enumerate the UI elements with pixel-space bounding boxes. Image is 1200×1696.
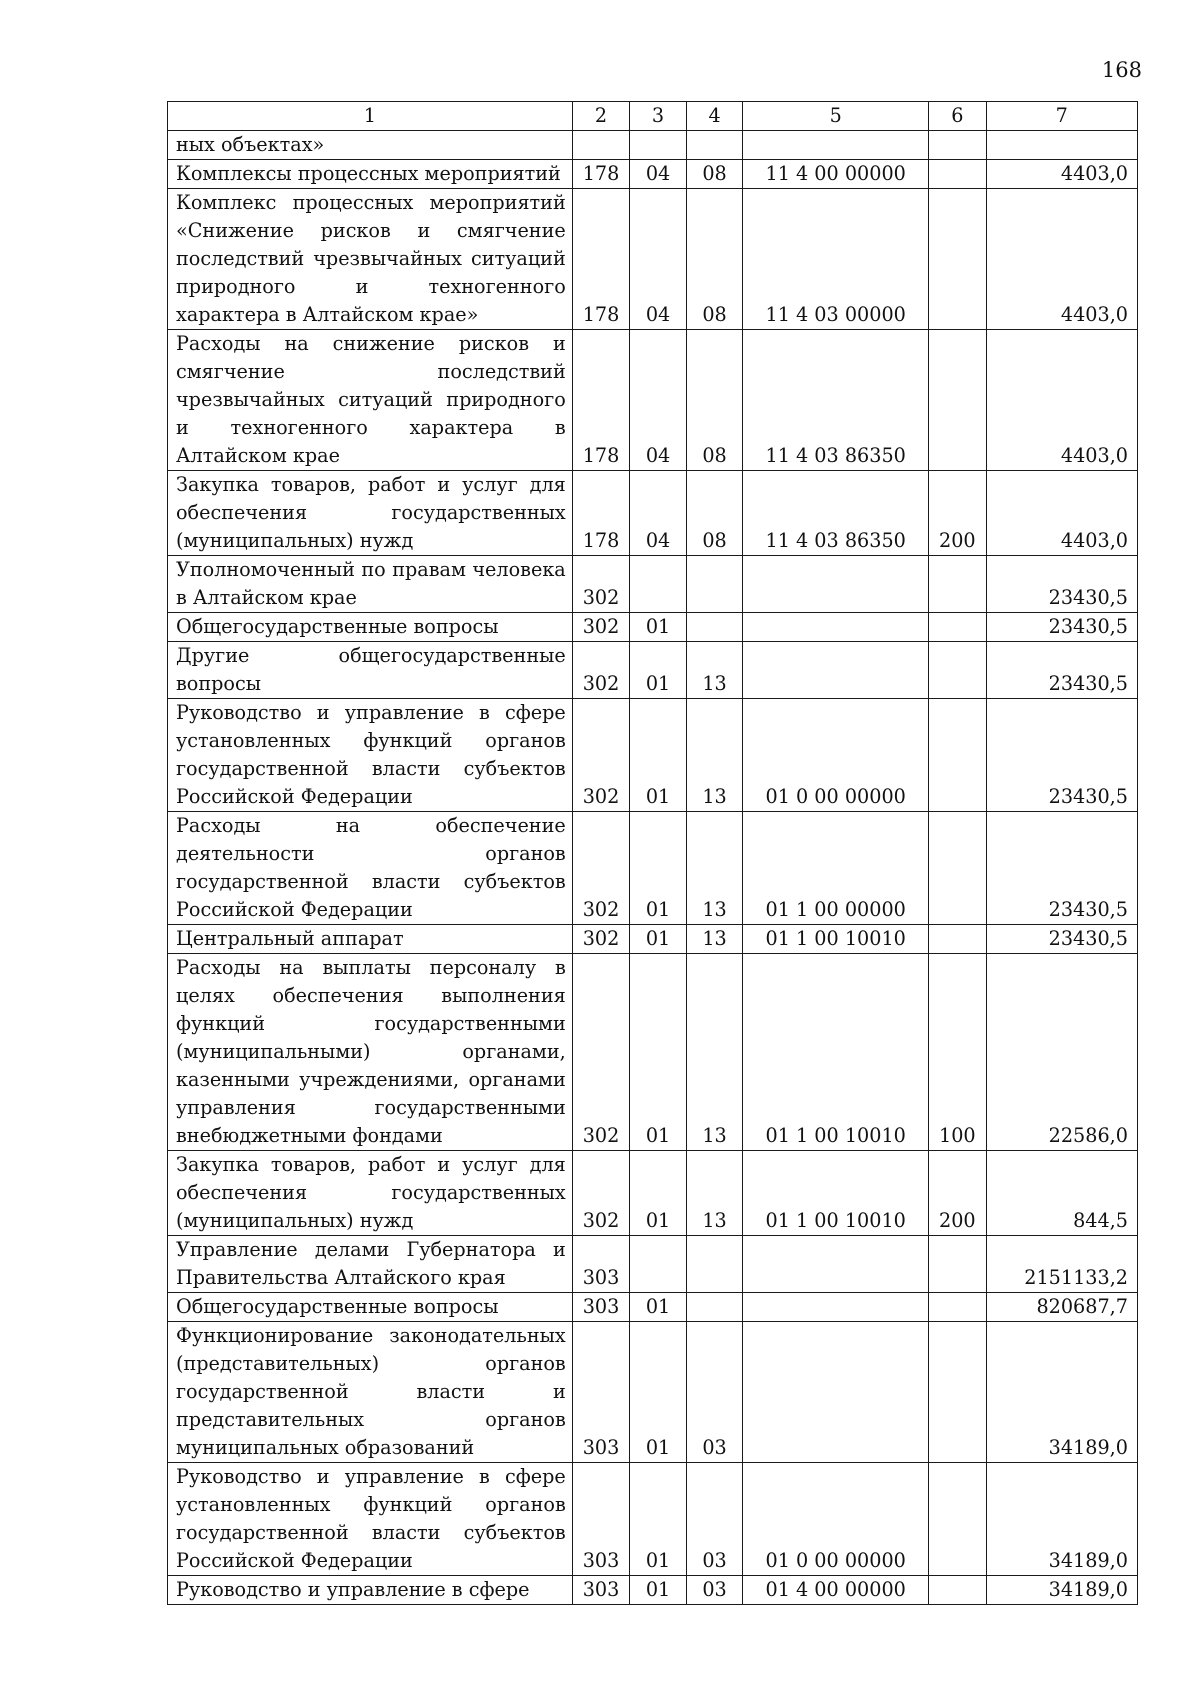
row-name-cell: Расходы на обеспечение деятельности органов государственной власти субъектов Российской Федерации [168,812,573,925]
row-name-cell: Центральный аппарат [168,925,573,954]
row-admin-code-cell: 302 [572,1151,630,1236]
row-target-article-cell [743,556,929,613]
row-subsection-cell: 03 [686,1576,743,1605]
row-target-article-cell: 01 1 00 10010 [743,954,929,1151]
row-target-article-cell: 11 4 03 86350 [743,330,929,471]
row-amount-cell: 22586,0 [986,954,1137,1151]
row-section-cell: 04 [630,330,687,471]
row-amount-cell: 4403,0 [986,189,1137,330]
row-target-article-cell [743,642,929,699]
row-amount-cell: 820687,7 [986,1293,1137,1322]
row-name-cell: Общегосударственные вопросы [168,613,573,642]
row-target-article-cell [743,1293,929,1322]
table-row [168,699,1138,812]
row-admin-code-cell: 303 [572,1576,630,1605]
row-section-cell: 04 [630,160,687,189]
row-name-cell: Общегосударственные вопросы [168,1293,573,1322]
row-name-cell: Расходы на выплаты персоналу в целях обеспечения выполнения функций государственными (муниципальными) органами, казенными учреждениями, органами управления государственными внебюджетными фондами [168,954,573,1151]
table-row [168,1236,1138,1293]
row-admin-code-cell: 302 [572,642,630,699]
table-row [168,642,1138,699]
row-name-cell: Закупка товаров, работ и услуг для обеспечения государственных (муниципальных) нужд [168,1151,573,1236]
row-name-cell: Функционирование законодательных (представительных) органов государственной власти и представительных органов муниципальных образований [168,1322,573,1463]
row-expense-type-cell: 100 [929,954,987,1151]
row-subsection-cell [686,1293,743,1322]
row-target-article-cell: 01 1 00 10010 [743,1151,929,1236]
row-target-article-cell: 01 4 00 00000 [743,1576,929,1605]
row-name-cell: Закупка товаров, работ и услуг для обеспечения государственных (муниципальных) нужд [168,471,573,556]
row-admin-code-cell: 178 [572,471,630,556]
column-header: 7 [986,102,1137,131]
column-header: 6 [929,102,987,131]
row-subsection-cell: 08 [686,330,743,471]
table-row [168,613,1138,642]
row-target-article-cell: 01 1 00 10010 [743,925,929,954]
page-number: 168 [1101,58,1142,82]
row-name-cell: Другие общегосударственные вопросы [168,642,573,699]
row-section-cell: 01 [630,1151,687,1236]
row-section-cell: 01 [630,925,687,954]
row-amount-cell: 23430,5 [986,699,1137,812]
row-section-cell: 01 [630,1576,687,1605]
row-subsection-cell: 08 [686,471,743,556]
row-name-cell: Комплексы процессных мероприятий [168,160,573,189]
table-row [168,954,1138,1151]
row-admin-code-cell: 303 [572,1322,630,1463]
row-subsection-cell: 08 [686,189,743,330]
row-subsection-cell [686,556,743,613]
row-admin-code-cell [572,131,630,160]
row-admin-code-cell: 303 [572,1236,630,1293]
row-subsection-cell: 03 [686,1322,743,1463]
row-target-article-cell: 01 0 00 00000 [743,699,929,812]
row-section-cell: 01 [630,1463,687,1576]
column-header: 4 [686,102,743,131]
table-row [168,189,1138,330]
row-amount-cell: 4403,0 [986,330,1137,471]
row-target-article-cell: 01 1 00 00000 [743,812,929,925]
table-row [168,1293,1138,1322]
row-amount-cell: 23430,5 [986,642,1137,699]
row-target-article-cell [743,1236,929,1293]
row-expense-type-cell [929,160,987,189]
row-name-cell: Управление делами Губернатора и Правительства Алтайского края [168,1236,573,1293]
table-row [168,471,1138,556]
table-row [168,556,1138,613]
row-admin-code-cell: 178 [572,330,630,471]
row-target-article-cell [743,1322,929,1463]
row-target-article-cell: 11 4 03 86350 [743,471,929,556]
row-section-cell [630,556,687,613]
column-header: 5 [743,102,929,131]
row-section-cell [630,131,687,160]
row-expense-type-cell [929,189,987,330]
table-row [168,160,1138,189]
row-admin-code-cell: 302 [572,556,630,613]
row-target-article-cell: 11 4 00 00000 [743,160,929,189]
row-expense-type-cell [929,642,987,699]
row-section-cell: 04 [630,189,687,330]
row-subsection-cell: 13 [686,642,743,699]
row-subsection-cell: 13 [686,954,743,1151]
table-row [168,1322,1138,1463]
row-admin-code-cell: 302 [572,613,630,642]
table-row [168,1151,1138,1236]
row-expense-type-cell [929,131,987,160]
budget-table [167,101,1138,1605]
row-target-article-cell: 11 4 03 00000 [743,189,929,330]
column-header: 2 [572,102,630,131]
row-subsection-cell: 13 [686,812,743,925]
row-target-article-cell: 01 0 00 00000 [743,1463,929,1576]
row-admin-code-cell: 303 [572,1463,630,1576]
row-name-cell: ных объектах» [168,131,573,160]
row-expense-type-cell [929,699,987,812]
row-section-cell: 01 [630,1322,687,1463]
table-row [168,812,1138,925]
row-admin-code-cell: 178 [572,160,630,189]
row-expense-type-cell [929,330,987,471]
table-row [168,330,1138,471]
row-section-cell: 01 [630,1293,687,1322]
row-section-cell [630,1236,687,1293]
row-expense-type-cell: 200 [929,1151,987,1236]
row-expense-type-cell [929,925,987,954]
row-expense-type-cell: 200 [929,471,987,556]
row-amount-cell: 844,5 [986,1151,1137,1236]
table-row [168,1576,1138,1605]
row-section-cell: 01 [630,642,687,699]
row-section-cell: 01 [630,954,687,1151]
row-amount-cell: 34189,0 [986,1463,1137,1576]
row-subsection-cell: 03 [686,1463,743,1576]
row-expense-type-cell [929,1576,987,1605]
row-subsection-cell [686,613,743,642]
row-name-cell: Уполномоченный по правам человека в Алтайском крае [168,556,573,613]
row-admin-code-cell: 302 [572,954,630,1151]
row-amount-cell: 2151133,2 [986,1236,1137,1293]
row-name-cell: Комплекс процессных мероприятий «Снижение рисков и смягчение последствий чрезвычайных ситуаций природного и техногенного характера в Алтайском крае» [168,189,573,330]
row-amount-cell: 4403,0 [986,471,1137,556]
row-admin-code-cell: 302 [572,925,630,954]
row-admin-code-cell: 302 [572,812,630,925]
row-name-cell: Расходы на снижение рисков и смягчение последствий чрезвычайных ситуаций природного и техногенного характера в Алтайском крае [168,330,573,471]
row-section-cell: 01 [630,812,687,925]
row-expense-type-cell [929,556,987,613]
row-name-cell: Руководство и управление в сфере установленных функций органов государственной власти субъектов Российской Федерации [168,699,573,812]
row-amount-cell [986,131,1137,160]
row-amount-cell: 4403,0 [986,160,1137,189]
row-section-cell: 04 [630,471,687,556]
row-expense-type-cell [929,613,987,642]
row-expense-type-cell [929,1293,987,1322]
row-subsection-cell: 13 [686,699,743,812]
row-amount-cell: 23430,5 [986,812,1137,925]
row-admin-code-cell: 178 [572,189,630,330]
row-amount-cell: 23430,5 [986,925,1137,954]
row-name-cell: Руководство и управление в сфере установленных функций органов государственной власти субъектов Российской Федерации [168,1463,573,1576]
row-subsection-cell [686,1236,743,1293]
header-row [168,102,1138,131]
table-row [168,131,1138,160]
table-row [168,1463,1138,1576]
row-expense-type-cell [929,1322,987,1463]
row-admin-code-cell: 303 [572,1293,630,1322]
row-subsection-cell: 08 [686,160,743,189]
row-amount-cell: 34189,0 [986,1322,1137,1463]
row-admin-code-cell: 302 [572,699,630,812]
row-amount-cell: 34189,0 [986,1576,1137,1605]
row-expense-type-cell [929,812,987,925]
row-amount-cell: 23430,5 [986,556,1137,613]
row-expense-type-cell [929,1463,987,1576]
row-section-cell: 01 [630,699,687,812]
row-expense-type-cell [929,1236,987,1293]
row-subsection-cell: 13 [686,925,743,954]
row-target-article-cell [743,613,929,642]
row-subsection-cell: 13 [686,1151,743,1236]
table-body [168,131,1138,1605]
row-section-cell: 01 [630,613,687,642]
table-header [168,102,1138,131]
row-name-cell: Руководство и управление в сфере [168,1576,573,1605]
table-row [168,925,1138,954]
row-subsection-cell [686,131,743,160]
row-target-article-cell [743,131,929,160]
column-header: 3 [630,102,687,131]
row-amount-cell: 23430,5 [986,613,1137,642]
column-header: 1 [168,102,573,131]
